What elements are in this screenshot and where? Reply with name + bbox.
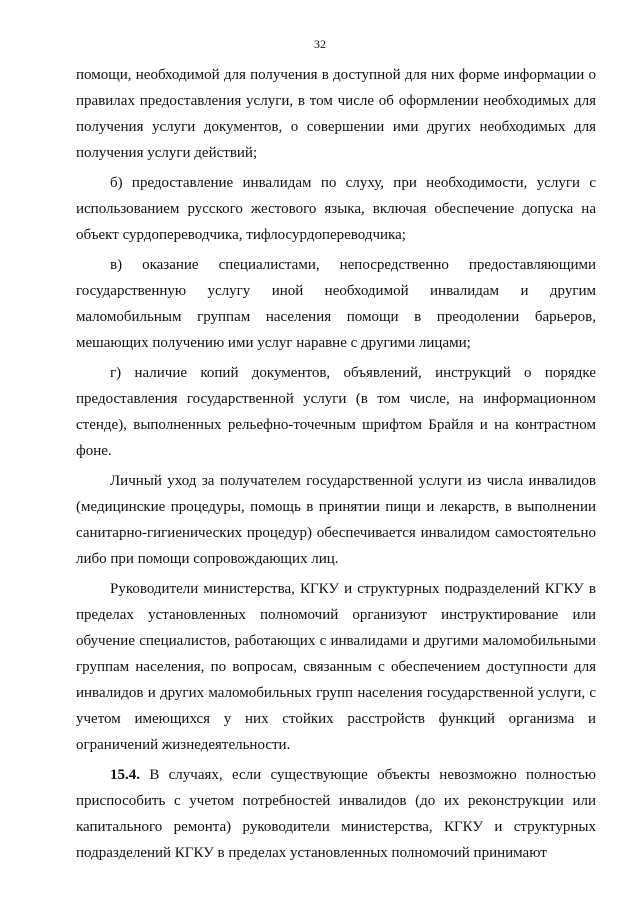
section-number: 15.4. xyxy=(110,767,140,783)
paragraph-item-v: в) оказание специалистами, непосредственно предоставляющими государственную услугу иной необходимой инвалидам и другим маломобильным группам населения помощи в преодолении барьеров, мешающих получению ими услуг наравне с другими лицами; xyxy=(76,257,596,351)
paragraph-item-g: г) наличие копий документов, объявлений, инструкций о порядке предоставления государственной услуги (в том числе, на информационном стенде), выполненных рельефно-точечным шрифтом Брайля и на контрастном фоне. xyxy=(76,365,596,459)
page-body xyxy=(76,62,596,866)
paragraph-staff-training: Руководители министерства, КГКУ и структурных подразделений КГКУ в пределах установленных полномочий организуют инструктирование или обучение специалистов, работающих с инвалидами и другими маломобильными группам населения, по вопросам, связанным с обеспечением доступности для инвалидов и других маломобильных групп населения государственной услуги, с учетом имеющихся у них стойких расстройств функций организма и ограничений жизнедеятельности. xyxy=(76,581,596,753)
paragraph-continuation: помощи, необходимой для получения в доступной для них форме информации о правилах предоставления услуги, в том числе об оформлении необходимых для получения услуги документов, о совершении ими других необходимых для получения услуги действий; xyxy=(76,67,596,161)
paragraph-section-15-4 xyxy=(76,762,596,866)
page-number: 32 xyxy=(314,37,326,51)
paragraph-personal-care: Личный уход за получателем государственной услуги из числа инвалидов (медицинские процедуры, помощь в принятии пищи и лекарств, в выполнении санитарно-гигиенических процедур) обеспечивается инвалидом самостоятельно либо при помощи сопровождающих лиц. xyxy=(76,473,596,567)
section-text: В случаях, если существующие объекты невозможно полностью приспособить с учетом потребностей инвалидов (до их реконструкции или капитального ремонта) руководители министерства, КГКУ и структурных подразделений КГКУ в пределах установленных полномочий принимают xyxy=(76,767,596,861)
paragraph-item-b: б) предоставление инвалидам по слуху, при необходимости, услуги с использованием русского жестового языка, включая обеспечение допуска на объект сурдопереводчика, тифлосурдопереводчика; xyxy=(76,175,596,243)
